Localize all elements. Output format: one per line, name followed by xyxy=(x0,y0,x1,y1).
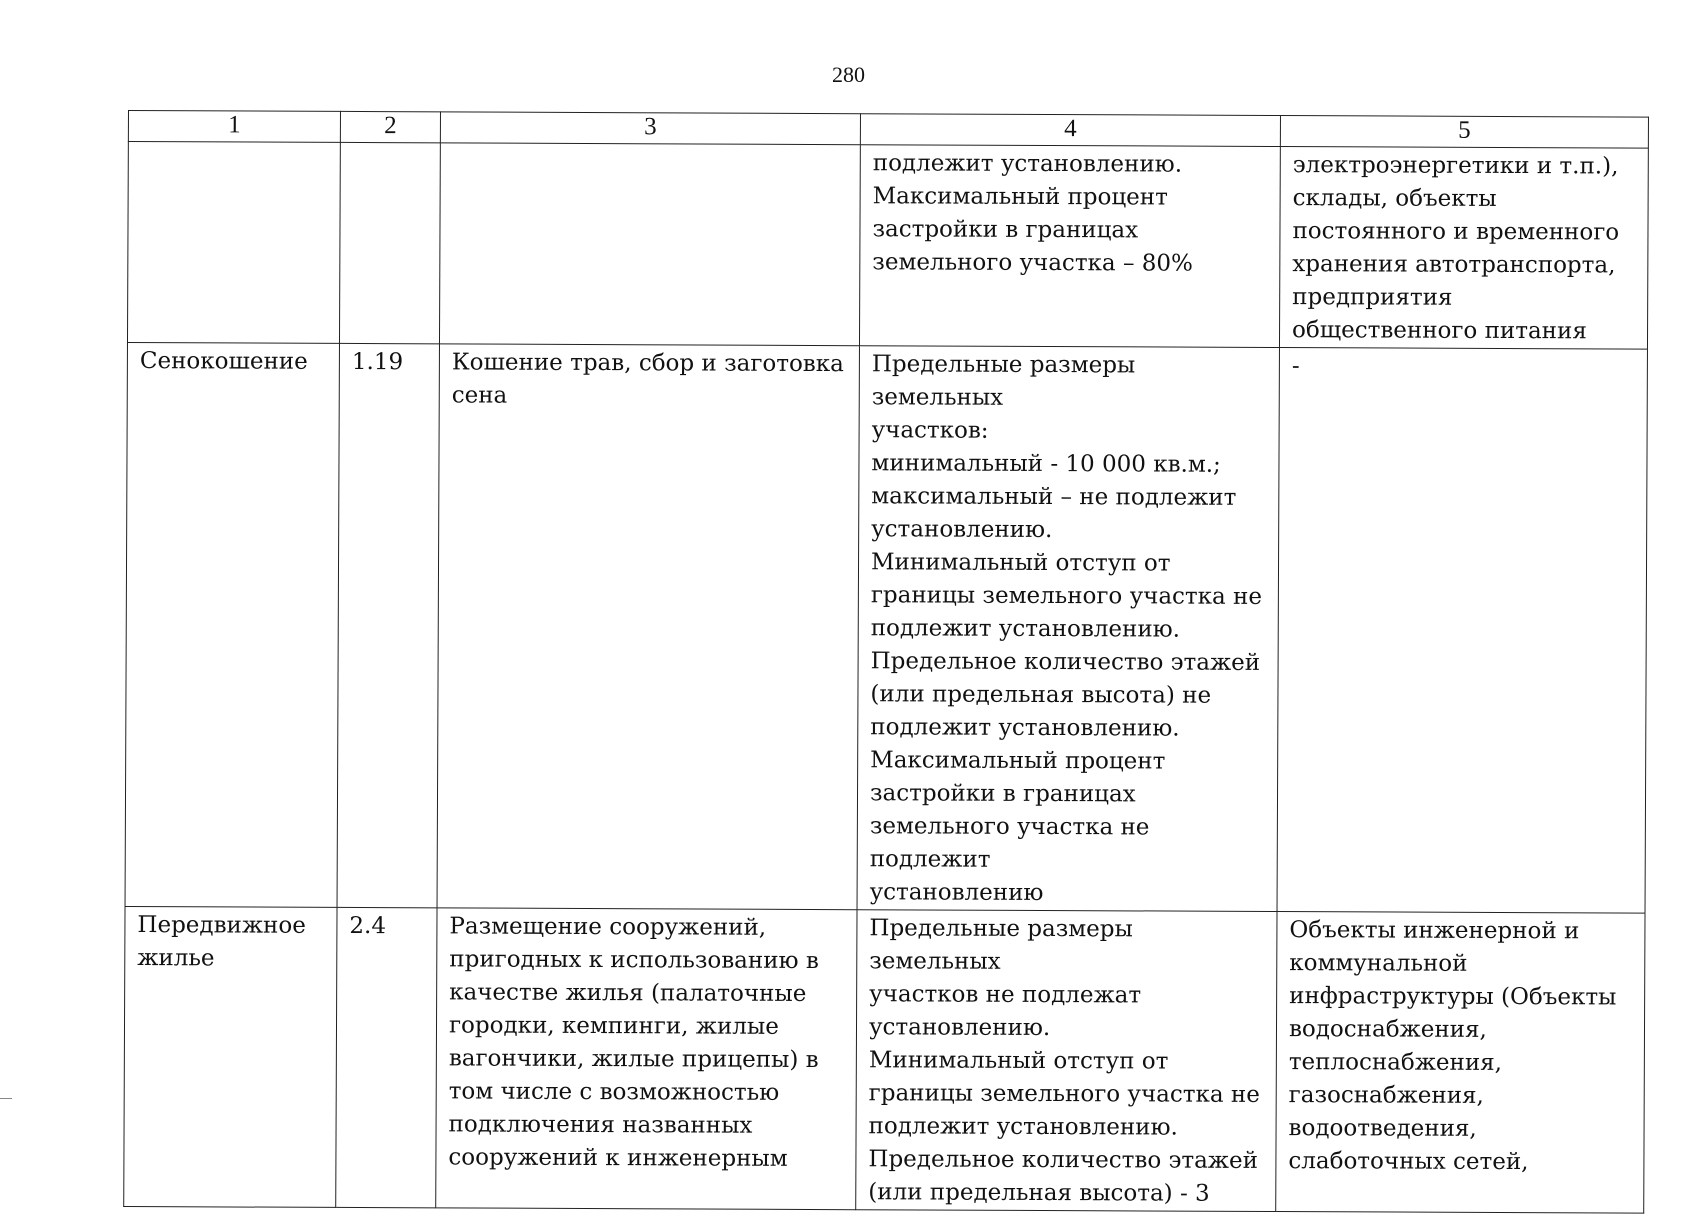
page-number: 280 xyxy=(832,62,865,87)
zoning-table xyxy=(123,110,1649,1214)
table-row-senokoshenie xyxy=(125,342,1647,913)
header-cell-1: 1 xyxy=(128,111,340,143)
cell-description xyxy=(439,143,860,346)
cell-code xyxy=(339,142,440,343)
cell-use-name: Сенокошение xyxy=(125,342,339,907)
cell-use-name xyxy=(127,142,340,344)
cell-auxiliary-uses: - xyxy=(1277,348,1647,914)
cell-parameters: Предельные размеры земельных участков: минимальный - 10 000 кв.м.; максимальный – не подлежит установлению. Минимальный отступ от границы земельного участка не подлежит установлению. Предельное количество этажей (или предельная высота) не подлежит установлению. Максимальный процент застройки в границах земельного участка не подлежит установлению xyxy=(857,346,1279,912)
cell-use-name: Передвижное жилье xyxy=(124,906,337,1207)
zoning-table-wrapper xyxy=(123,110,1648,1214)
header-cell-5: 5 xyxy=(1280,116,1648,149)
cell-parameters: Предельные размеры земельных участков не подлежат установлению. Минимальный отступ от границы земельного участка не подлежит установлению. Предельное количество этажей (или предельная высота) - 3 xyxy=(856,910,1277,1212)
cell-code: 2.4 xyxy=(336,907,437,1207)
cell-parameters: подлежит установлению. Максимальный процент застройки в границах земельного участка – 80% xyxy=(859,145,1280,348)
table-row-continuation xyxy=(127,142,1648,350)
scan-edge-mark xyxy=(0,1098,12,1099)
cell-description: Размещение сооружений, пригодных к использованию в качестве жилья (палаточные городки, кемпинги, жилые вагончики, жилые прицепы) в том числе с возможностью подключения названных сооружений к инженерным xyxy=(436,908,857,1210)
cell-description: Кошение трав, сбор и заготовка сена xyxy=(437,344,859,910)
cell-auxiliary-uses: электроэнергетики и т.п.), склады, объекты постоянного и временного хранения автотранспорта, предприятия общественного питания xyxy=(1279,147,1648,350)
header-cell-2: 2 xyxy=(340,111,440,142)
header-cell-3: 3 xyxy=(440,112,860,145)
table-row-peredvizhnoe-zhilye xyxy=(124,906,1645,1213)
header-cell-4: 4 xyxy=(860,114,1280,147)
cell-auxiliary-uses: Объекты инженерной и коммунальной инфраструктуры (Объекты водоснабжения, теплоснабжения, газоснабжения, водоотведения, слаботочных сетей, xyxy=(1276,912,1645,1214)
cell-code: 1.19 xyxy=(337,343,439,907)
